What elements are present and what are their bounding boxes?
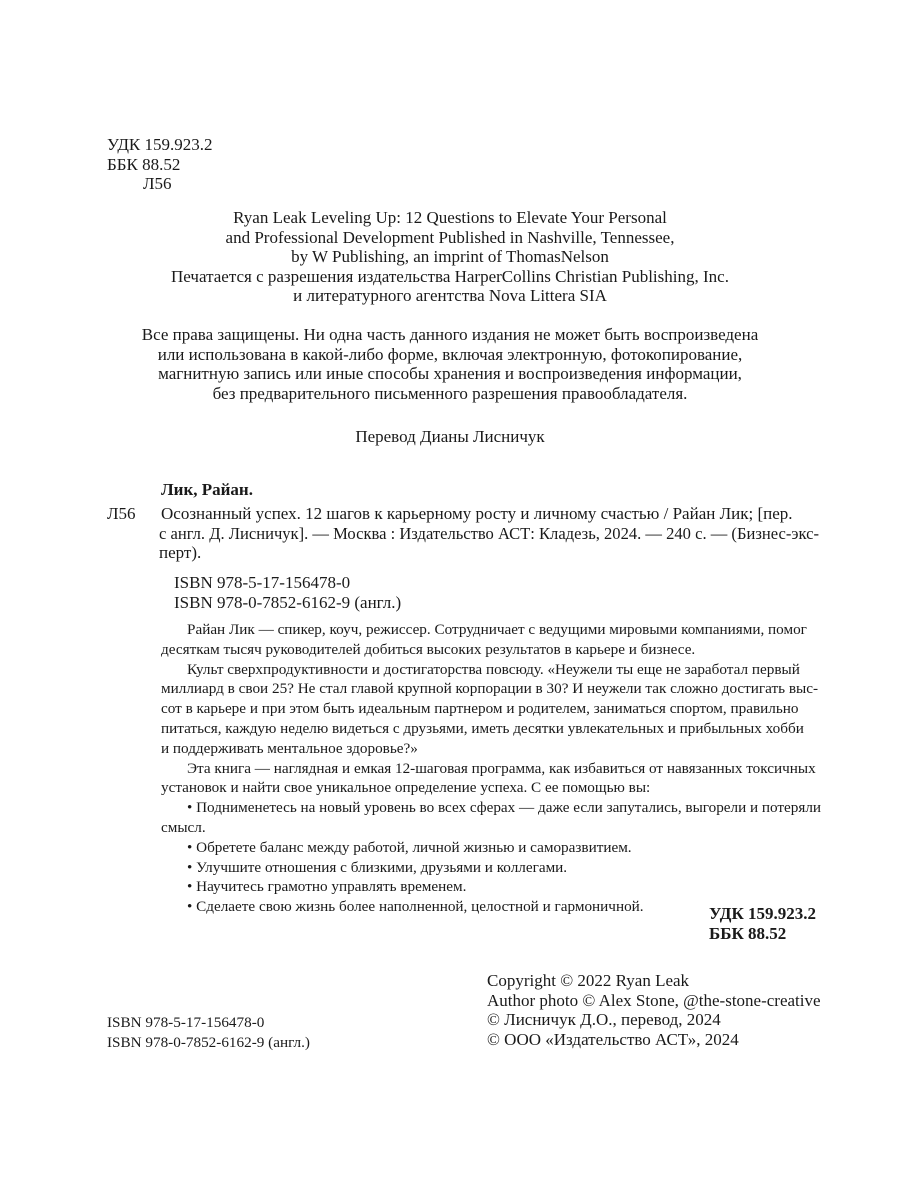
footer-isbn — [107, 1013, 310, 1052]
catalog-mark: Л56 — [107, 504, 136, 523]
catalog-description-line: перт). — [159, 543, 202, 562]
original-edition-line: and Professional Development Published in Nashville, Tennessee, — [225, 227, 675, 247]
original-edition-line: и литературного агентства Nova Littera SIA — [293, 286, 607, 305]
annotation-line: • Сделаете свою жизнь более наполненной, целостной и гармоничной. — [187, 898, 644, 916]
catalog-isbn-line: ISBN 978-0-7852-6162-9 (англ.) — [174, 592, 402, 612]
author-mark: Л56 — [143, 174, 172, 193]
annotation-line: • Научитесь грамотно управлять временем. — [187, 878, 467, 896]
bbk-code: ББК 88.52 — [107, 154, 181, 174]
catalog-description-line: Осознанный успех. 12 шагов к карьерному росту и личному счастью / Райан Лик; [пер. — [161, 504, 793, 523]
classification-block — [709, 904, 816, 943]
annotation-line: Эта книга — наглядная и емкая 12-шаговая программа, как избавиться от навязанных токсичных — [187, 759, 816, 777]
copyright-line: Author photo © Alex Stone, @the-stone-creative — [487, 990, 821, 1010]
catalog-isbn-line: ISBN 978-5-17-156478-0 — [174, 573, 351, 592]
original-edition-line: Ryan Leak Leveling Up: 12 Questions to Elevate Your Personal — [233, 208, 667, 227]
classification-udk: УДК 159.923.2 — [709, 904, 817, 923]
copyright-line: © ООО «Издательство АСТ», 2024 — [487, 1029, 739, 1049]
footer-copyright — [487, 971, 821, 1049]
rights-line: или использована в какой-либо форме, включая электронную, фотокопирование, — [157, 344, 743, 364]
annotation-line: Райан Лик — спикер, коуч, режиссер. Сотрудничает с ведущими мировыми компаниями, помог — [187, 621, 807, 638]
annotation-line: миллиард в свои 25? Не стал главой крупной корпорации в 30? И неужели так сложно достигать выс- — [161, 680, 819, 698]
annotation-line: установок и найти свое уникальное определение успеха. С ее помощью вы: — [161, 779, 651, 797]
annotation-line: и поддерживать ментальное здоровье?» — [161, 739, 418, 757]
original-edition — [100, 208, 800, 306]
annotation-line: десяткам тысяч руководителей добиться высоких результатов в карьере и бизнесе. — [161, 640, 696, 658]
annotation-line: питаться, каждую неделю видеться с друзьями, иметь десятки увлекательных и прибыльных хобби — [161, 719, 804, 737]
footer-isbn-line: ISBN 978-0-7852-6162-9 (англ.) — [107, 1033, 310, 1051]
catalog-isbn — [174, 573, 401, 612]
annotation-line: Культ сверхпродуктивности и достигаторства повсюду. «Неужели ты еще не заработал первый — [187, 660, 800, 678]
header-codes — [107, 135, 213, 194]
catalog-description-line: с англ. Д. Лисничук]. — Москва : Издательство АСТ: Кладезь, 2024. — 240 с. — (Бизнес-экс- — [159, 523, 819, 543]
annotation-line: смысл. — [161, 818, 206, 836]
annotation-line: • Поднименетесь на новый уровень во всех сферах — даже если запутались, выгорели и потеряли — [187, 799, 822, 817]
annotation — [161, 620, 821, 917]
annotation-line: • Обретете баланс между работой, личной жизнью и саморазвитием. — [187, 838, 632, 856]
catalog-description — [161, 504, 821, 563]
catalog-author-heading: Лик, Райан. — [161, 480, 253, 499]
original-edition-line: by W Publishing, an imprint of ThomasNelson — [291, 247, 609, 266]
rights-line: без предварительного письменного разрешения правообладателя. — [212, 383, 688, 403]
footer-isbn-line: ISBN 978-5-17-156478-0 — [107, 1014, 265, 1031]
copyright-line: © Лисничук Д.О., перевод, 2024 — [487, 1010, 721, 1029]
annotation-line: • Улучшите отношения с близкими, друзьями и коллегами. — [187, 858, 568, 876]
rights-notice — [60, 325, 840, 403]
rights-line: Все права защищены. Ни одна часть данного издания не может быть воспроизведена — [141, 325, 759, 344]
rights-line: магнитную запись или иные способы хранения и воспроизведения информации, — [158, 364, 742, 383]
annotation-line: сот в карьере и при этом быть идеальным партнером и родителем, заниматься спортом, правильно — [161, 700, 799, 718]
udk-code: УДК 159.923.2 — [107, 135, 213, 154]
original-edition-line: Печатается с разрешения издательства HarperCollins Christian Publishing, Inc. — [171, 266, 729, 286]
classification-bbk: ББК 88.52 — [709, 923, 787, 943]
translator: Перевод Дианы Лисничук — [355, 427, 545, 446]
copyright-line: Copyright © 2022 Ryan Leak — [487, 971, 690, 990]
